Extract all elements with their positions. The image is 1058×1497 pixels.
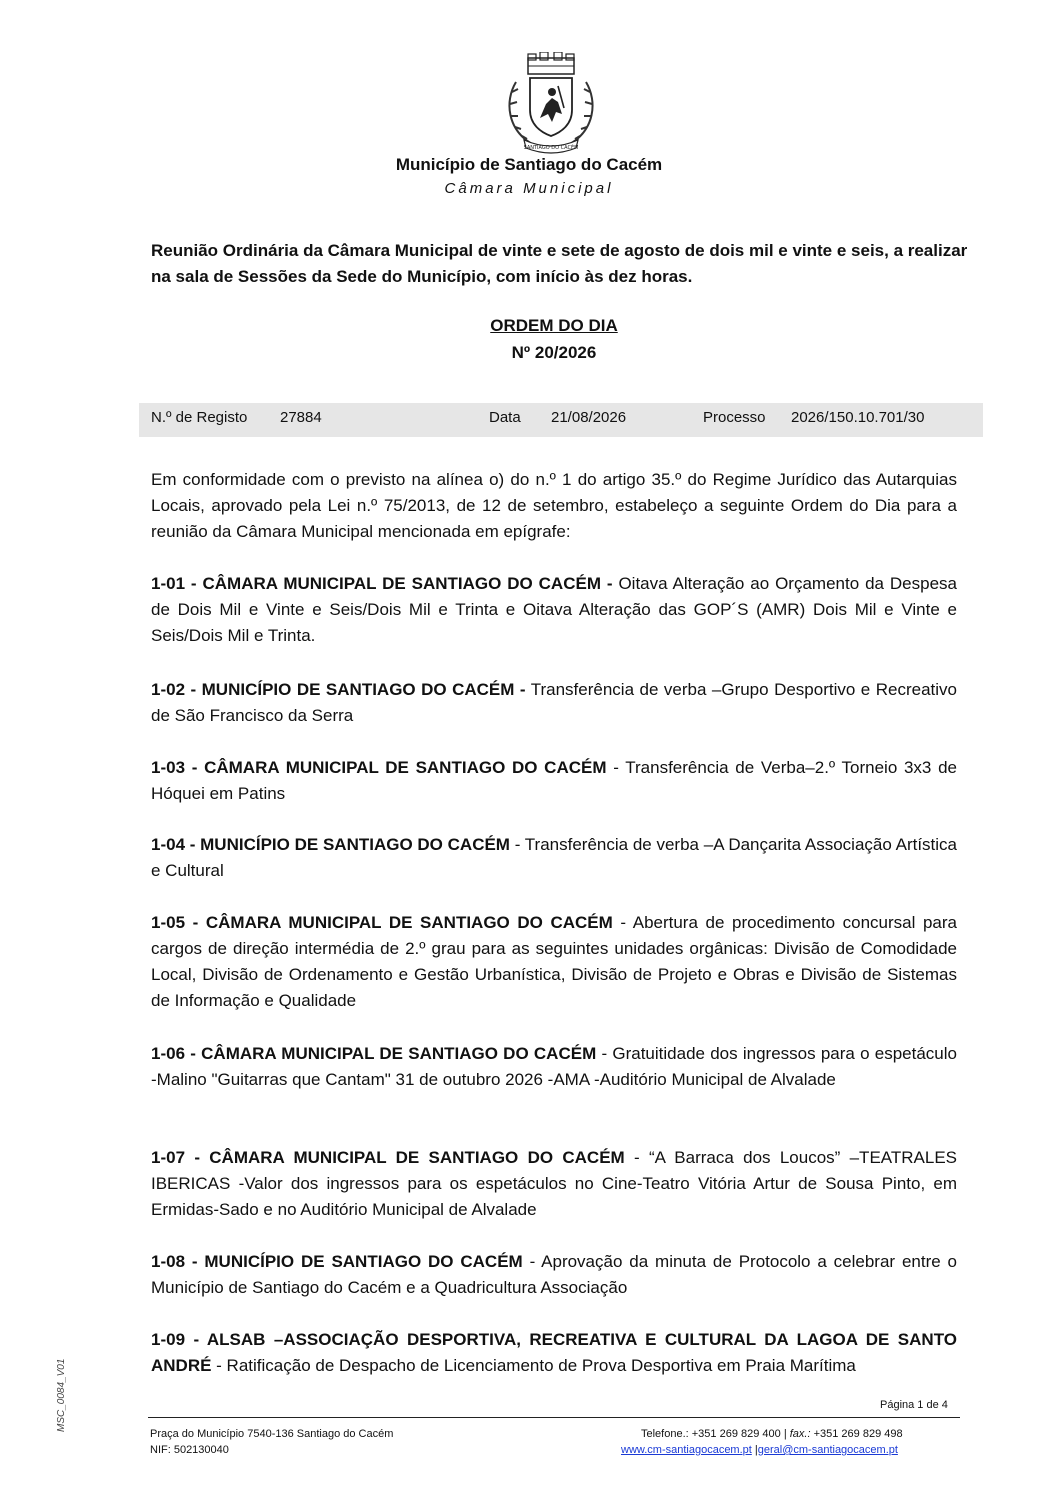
agenda-item [151,1249,957,1301]
registry-label: N.º de Registo [151,409,248,426]
agenda-item-text: - Abertura de procedimento concursal para cargos de direção intermédia de 2.º grau para as seguintes unidades orgânicas: Divisão de Comodidade Local, Divisão de Ordenamento e Gestão Urbanística, Divisão de Projeto e Obras e Divisão de Sistemas de Informação e Qualidade [151,913,958,1010]
agenda-item [151,1041,957,1093]
agenda-item-text: Oitava Alteração ao Orçamento da Despesa de Dois Mil e Vinte e Seis/Dois Mil e Trinta e Oitava Alteração das GOP´S (AMR) Dois Mil e Vinte e Seis/Dois Mil e Trinta. [151,574,957,645]
agenda-item-head: 1-04 - MUNICÍPIO DE SANTIAGO DO CACÉM [151,835,510,854]
email-link[interactable]: geral@cm-santiagocacem.pt [757,1444,898,1456]
agenda-item-head: 1-01 - CÂMARA MUNICIPAL DE SANTIAGO DO CACÉM - [151,574,613,593]
agenda-title: ORDEM DO DIA [490,316,618,335]
agenda-item-head: 1-09 - ALSAB –ASSOCIAÇÃO DESPORTIVA, RECREATIVA E CULTURAL DA LAGOA DE SANTO ANDRÉ [151,1330,957,1375]
agenda-item-head: 1-02 - MUNICÍPIO DE SANTIAGO DO CACÉM - [151,680,526,699]
agenda-item-text: - Gratuitidade dos ingressos para o espetáculo -Malino "Guitarras que Cantam" 31 de outubro 2026 -AMA -Auditório Municipal de Alvalade [151,1044,957,1089]
agenda-item-text: - Ratificação de Despacho de Licenciamento de Prova Desportiva em Praia Marítima [211,1356,856,1375]
footer-fax-label: fax.: [789,1428,811,1440]
footer-divider [148,1417,960,1418]
document-code: MSC_0084_V01 [56,1358,67,1432]
footer-fax: +351 269 829 498 [810,1428,903,1440]
page-number: Página 1 de 4 [880,1399,948,1411]
agenda-item [151,677,957,729]
registry-value: 27884 [280,409,322,426]
footer-nif: NIF: 502130040 [150,1444,229,1456]
agenda-item [151,832,957,884]
agenda-item-text: - Transferência de verba –A Dançarita Associação Artística e Cultural [151,835,958,880]
footer-contacts [641,1428,903,1440]
agenda-item-head: 1-05 - CÂMARA MUNICIPAL DE SANTIAGO DO CACÉM [151,913,613,932]
agenda-item-head: 1-03 - CÂMARA MUNICIPAL DE SANTIAGO DO CACÉM [151,758,607,777]
footer-links [621,1444,898,1456]
process-value: 2026/150.10.701/30 [791,409,925,426]
agenda-item-head: 1-08 - MUNICÍPIO DE SANTIAGO DO CACÉM [151,1252,523,1271]
agenda-item [151,1145,957,1223]
municipality-name: Município de Santiago do Cacém [395,155,663,174]
agenda-item-text: - “A Barraca dos Loucos” –TEATRALES IBERICAS -Valor dos ingressos para os espetáculos no Cine-Teatro Vitória Artur de Sousa Pinto, em Ermidas-Sado e no Auditório Municipal de Alvalade [151,1148,957,1219]
registry-bar [139,403,983,437]
agenda-item [151,1327,957,1379]
agenda-item [151,755,957,807]
preamble-paragraph: Em conformidade com o previsto na alínea o) do n.º 1 do artigo 35.º do Regime Jurídico das Autarquias Locais, aprovado pela Lei n.º 75/2013, de 12 de setembro, estabeleço a seguinte Ordem do Dia para a reunião da Câmara Municipal mencionada em epígrafe: [151,470,957,541]
agenda-item [151,571,957,649]
agenda-item-text: Transferência de verba –Grupo Desportivo e Recreativo de São Francisco da Serra [151,680,957,725]
municipal-crest-logo [502,52,600,154]
footer-phone: Telefone.: +351 269 829 400 | [641,1428,787,1440]
date-value: 21/08/2026 [551,409,627,426]
agenda-item-text: - Aprovação da minuta de Protocolo a celebrar entre o Município de Santiago do Cacém e a Quadricultura Associação [151,1252,958,1297]
agenda-item-head: 1-07 - CÂMARA MUNICIPAL DE SANTIAGO DO CACÉM [151,1148,625,1167]
chamber-subtitle: Câmara Municipal [444,180,614,197]
website-link[interactable]: www.cm-santiagocacem.pt [621,1444,752,1456]
agenda-item-head: 1-06 - CÂMARA MUNICIPAL DE SANTIAGO DO CACÉM [151,1044,597,1063]
footer-separator: | [751,1444,758,1456]
meeting-intro: Reunião Ordinária da Câmara Municipal de vinte e sete de agosto de dois mil e vinte e seis, a realizar na sala de Sessões da Sede do Município, com início às dez horas. [151,241,968,286]
footer-address: Praça do Município 7540-136 Santiago do Cacém [150,1428,394,1440]
crest-motto: SANTIAGO DO CACÉM [523,145,579,151]
agenda-number: Nº 20/2026 [511,343,597,362]
agenda-item-text: - Transferência de Verba–2.º Torneio 3x3 de Hóquei em Patins [151,758,957,803]
date-label: Data [489,409,521,426]
process-label: Processo [703,409,766,426]
agenda-item [151,910,957,1014]
